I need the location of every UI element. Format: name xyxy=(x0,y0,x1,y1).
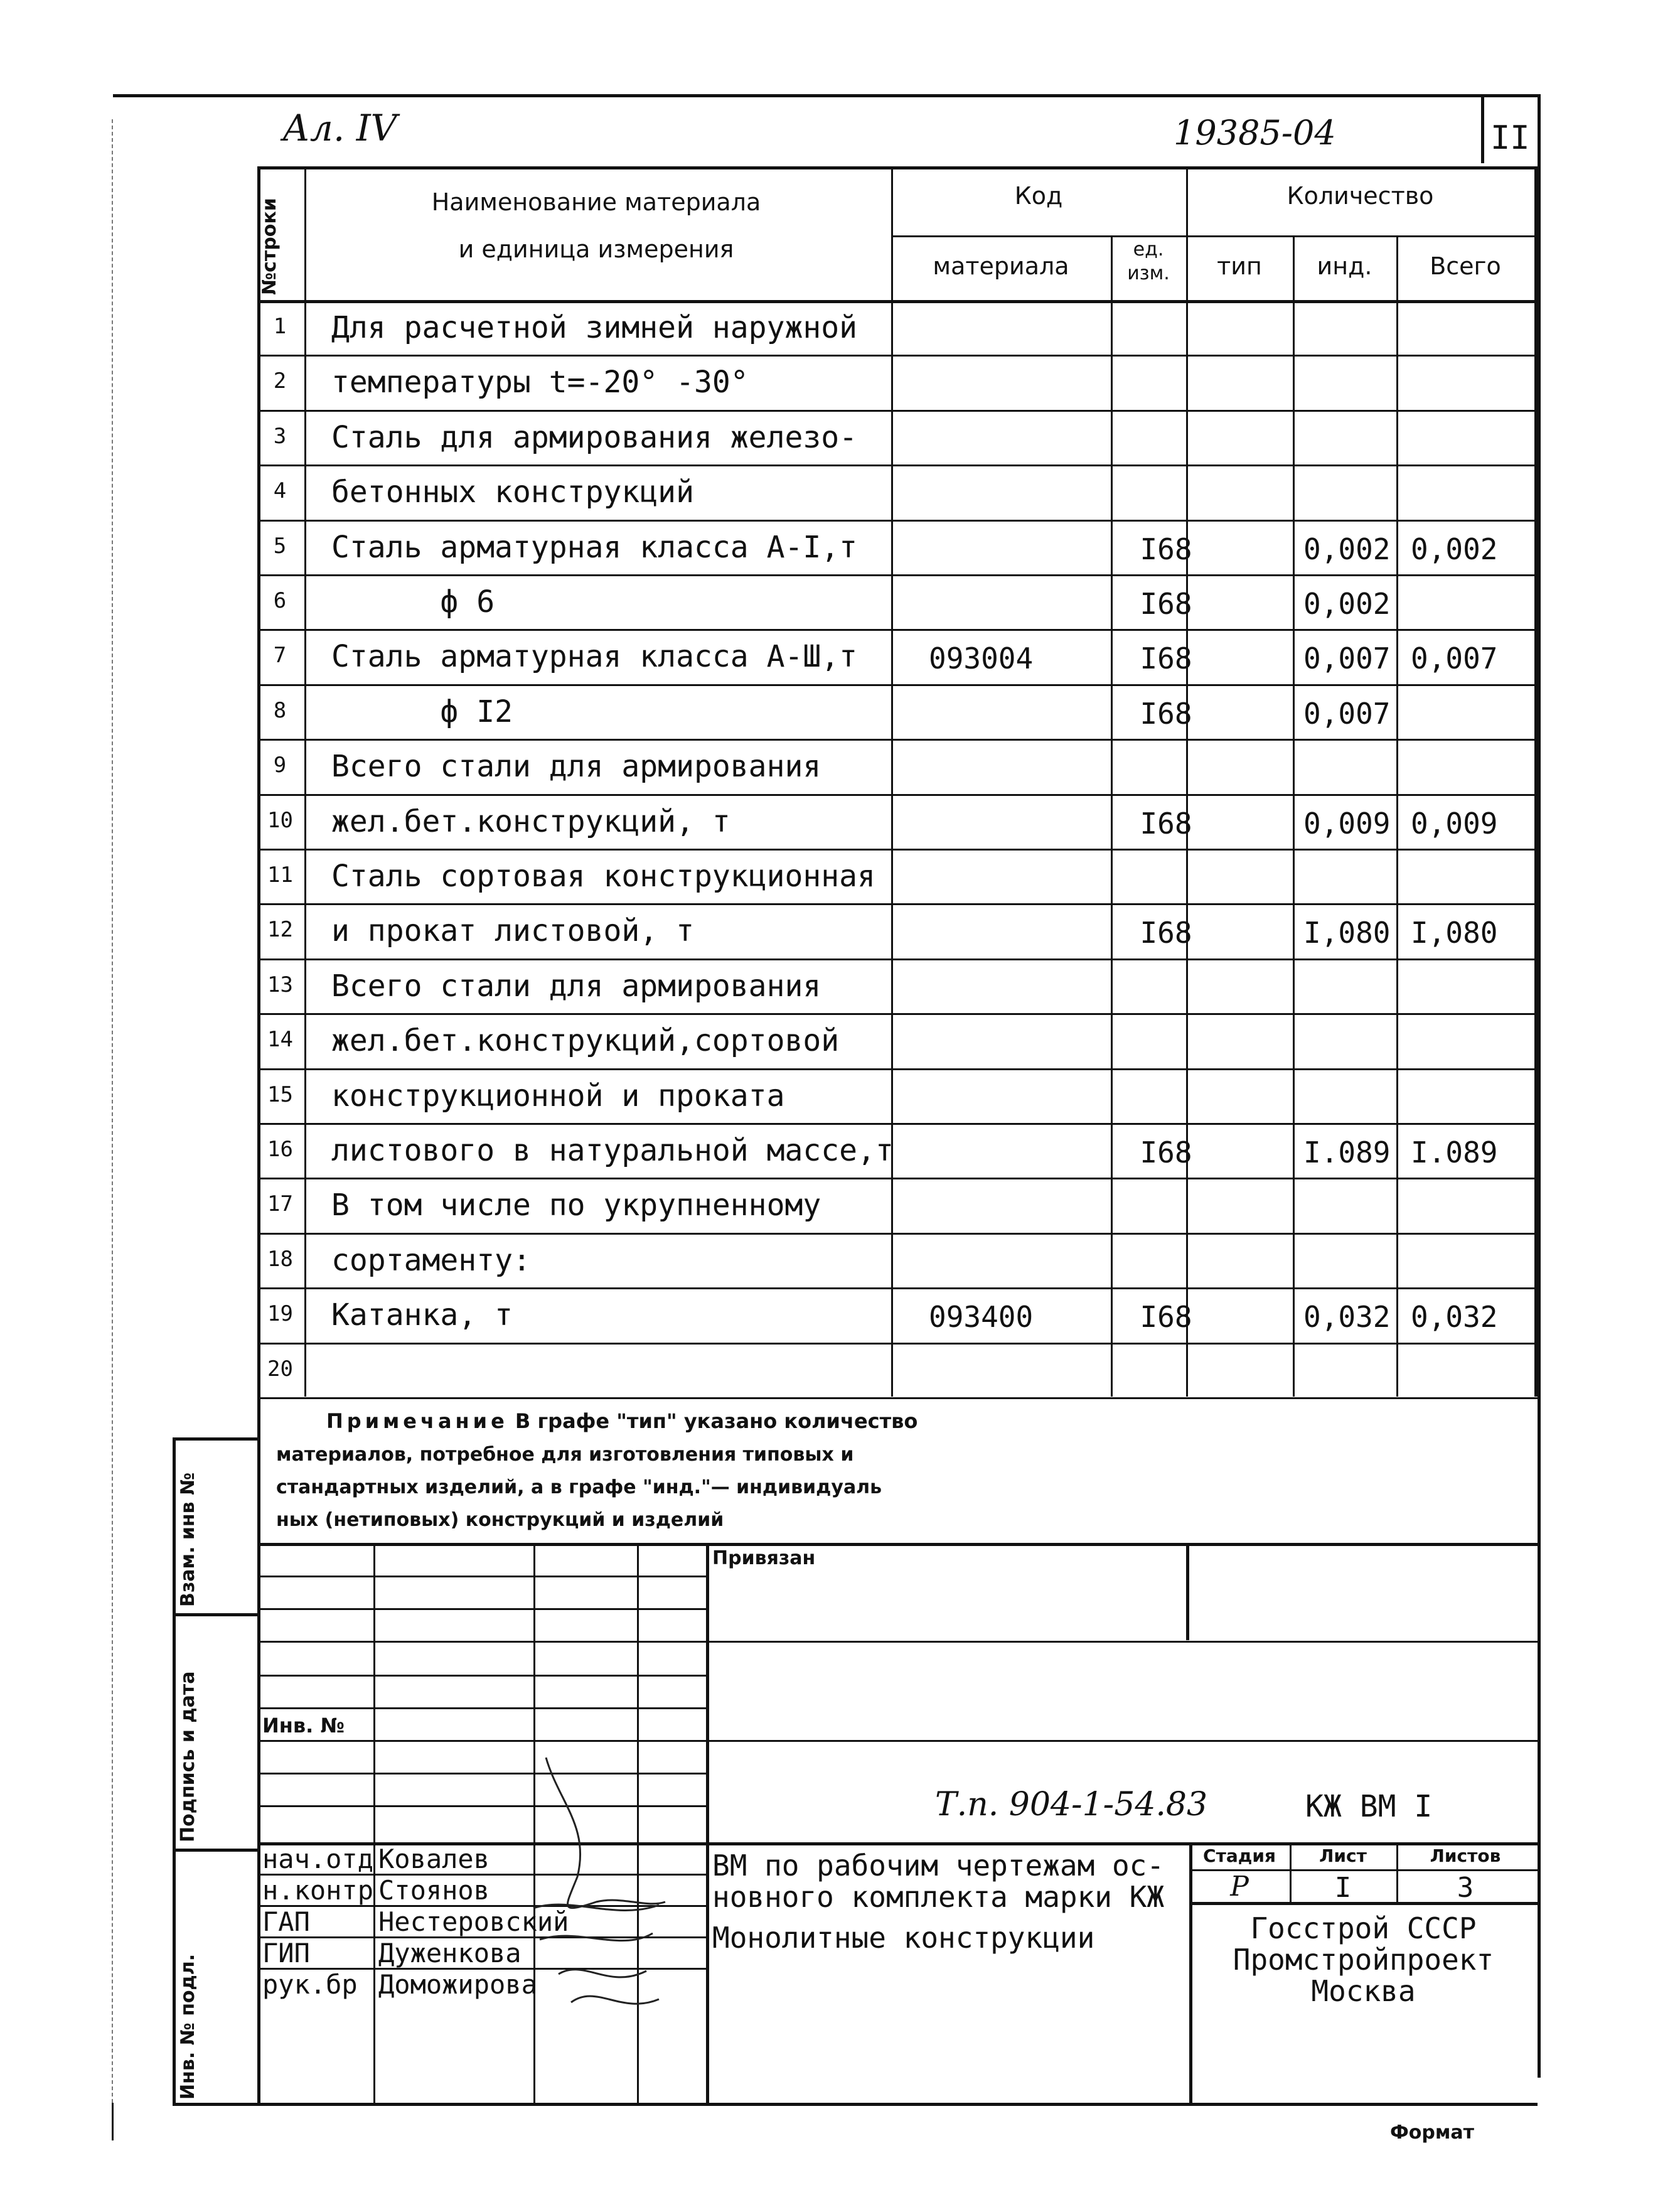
qty-total: 0,002 xyxy=(1411,532,1498,566)
table-row xyxy=(257,739,1538,793)
qty-individual: 0,007 xyxy=(1303,642,1391,676)
code-unit-header-2: изм. xyxy=(1127,262,1170,284)
note-label: Примечание xyxy=(326,1409,508,1433)
unit-code: I68 xyxy=(1140,806,1192,840)
row-number: 17 xyxy=(267,1191,293,1217)
signer-name: Стоянов xyxy=(378,1875,490,1906)
table-row xyxy=(257,958,1538,1013)
unit-code: I68 xyxy=(1140,1300,1192,1334)
vzam-inv-label: Взам. инв № xyxy=(177,1472,199,1607)
note-line3: стандартных изделий, а в графе "инд."— индивидуаль xyxy=(276,1476,882,1498)
doc-designation: Т.п. 904-1-54.83 xyxy=(935,1786,1208,1823)
material-name: Катанка, т xyxy=(331,1297,513,1333)
frame-top-line xyxy=(113,94,1538,97)
qty-total: I.089 xyxy=(1411,1136,1498,1169)
unit-code: I68 xyxy=(1140,642,1192,676)
row-number: 2 xyxy=(273,368,287,394)
org-line2: Промстройпроект xyxy=(1233,1943,1494,1977)
frame-page-box-line xyxy=(1481,94,1484,163)
code-header: Код xyxy=(1014,182,1063,210)
org-line3: Москва xyxy=(1311,1974,1416,2008)
name-header-line2: и единица измерения xyxy=(458,235,734,263)
unit-code: I68 xyxy=(1140,532,1192,566)
material-name: Всего стали для армирования xyxy=(331,749,821,785)
note-line4: ных (нетиповых) конструкций и изделий xyxy=(276,1509,724,1531)
stamp-row-1 xyxy=(257,1576,706,1577)
table-row xyxy=(257,849,1538,903)
podpis-data-label: Подпись и дата xyxy=(177,1671,199,1842)
inv-podl-label: Инв. № подл. xyxy=(177,1953,199,2100)
table-row xyxy=(257,1178,1538,1232)
material-name: жел.бет.конструкций,сортовой xyxy=(331,1023,840,1059)
qty-individual: 0,002 xyxy=(1303,587,1391,621)
signer-name: Ковалев xyxy=(378,1844,490,1874)
row-number: 6 xyxy=(273,588,287,613)
table-row xyxy=(257,1013,1538,1068)
qty-ind-header: инд. xyxy=(1317,252,1372,280)
unit-code: I68 xyxy=(1140,587,1192,621)
material-name: Сталь арматурная класса А-I,т xyxy=(331,529,858,565)
unit-code: I68 xyxy=(1140,1136,1192,1169)
row-number: 12 xyxy=(267,917,293,943)
table-row xyxy=(257,1233,1538,1287)
signer-role: н.контр xyxy=(262,1875,374,1906)
format-label: Формат xyxy=(1390,2122,1474,2144)
row-number: 10 xyxy=(267,807,293,833)
qty-total: I,080 xyxy=(1411,916,1498,950)
row-number: 8 xyxy=(273,697,287,723)
inv-no-label: Инв. № xyxy=(262,1714,345,1737)
row-number-header: №строки xyxy=(259,198,281,295)
stamp-col-4 xyxy=(706,1543,709,2103)
object-name: Монолитные конструкции xyxy=(712,1921,1095,1955)
table-top-border xyxy=(257,166,1538,169)
header-split-line xyxy=(891,235,1538,237)
material-name: бетонных конструкций xyxy=(331,475,694,510)
material-name: температуры t=-20° -30° xyxy=(331,365,749,400)
table-row xyxy=(257,1068,1538,1123)
note-text-1: В графе "тип" указано количество xyxy=(515,1409,918,1433)
note-line2: материалов, потребное для изготовления типовых и xyxy=(276,1444,854,1466)
row-number: 14 xyxy=(267,1027,293,1053)
signer-name: Дуженкова xyxy=(378,1938,522,1968)
side-split-1 xyxy=(173,1613,257,1616)
row-number: 3 xyxy=(273,423,287,449)
qty-header: Количество xyxy=(1287,182,1434,210)
stamp-row-2 xyxy=(257,1608,706,1610)
row-number: 13 xyxy=(267,972,293,997)
material-code: 093400 xyxy=(929,1300,1034,1334)
signer-name: Нестеровский xyxy=(378,1906,569,1937)
row-number: 7 xyxy=(273,643,287,668)
signer-role: рук.бр xyxy=(262,1969,358,2000)
stamp-bottom-line xyxy=(173,2103,1538,2106)
table-row xyxy=(257,464,1538,519)
row-number: 9 xyxy=(273,753,287,778)
signer-role: нач.отд xyxy=(262,1844,374,1874)
material-name: Сталь арматурная класса А-Ш,т xyxy=(331,639,858,675)
table-row xyxy=(257,684,1538,739)
table-row xyxy=(257,1123,1538,1178)
row-number: 5 xyxy=(273,533,287,559)
material-name: жел.бет.конструкций, т xyxy=(331,803,730,839)
material-name: конструкционной и проката xyxy=(331,1078,785,1114)
table-row xyxy=(257,1343,1538,1397)
unit-code: I68 xyxy=(1140,916,1192,950)
row-separator xyxy=(257,1397,1538,1399)
code-material-header: материала xyxy=(933,252,1069,280)
org-line1: Госстрой СССР xyxy=(1250,1911,1477,1945)
title-line1: ВМ по рабочим чертежам ос- xyxy=(712,1849,1165,1882)
sheet-value: I xyxy=(1334,1872,1352,1904)
material-name: Сталь сортовая конструкционная xyxy=(331,859,875,894)
binding-margin-line xyxy=(112,119,113,2103)
sheets-label: Листов xyxy=(1430,1845,1501,1866)
side-top-line xyxy=(173,1437,257,1441)
row-number: 19 xyxy=(267,1301,293,1327)
qty-individual: 0,007 xyxy=(1303,696,1391,731)
row-number: 1 xyxy=(273,314,287,339)
table-row xyxy=(257,574,1538,629)
signature-scribbles xyxy=(521,1751,684,2034)
privyazan-label: Привязан xyxy=(712,1547,816,1569)
qty-individual: I.089 xyxy=(1303,1136,1391,1169)
stamp-privyazan-split xyxy=(1186,1543,1189,1640)
table-row xyxy=(257,410,1538,464)
material-name: В том числе по укрупненному xyxy=(331,1188,821,1223)
signer-role: ГАП xyxy=(262,1906,310,1937)
doc-mark: КЖ ВМ I xyxy=(1305,1789,1433,1824)
doc-code: 19385-04 xyxy=(1174,113,1336,153)
row-number: 11 xyxy=(267,862,293,888)
material-name: Всего стали для армирования xyxy=(331,968,821,1004)
sheets-value: 3 xyxy=(1457,1872,1474,1904)
stamp-left-border xyxy=(257,1397,260,2103)
qty-type-header: тип xyxy=(1217,252,1262,280)
stage-label: Стадия xyxy=(1203,1845,1276,1866)
stamp-row-6 xyxy=(257,1740,1538,1742)
qty-individual: I,080 xyxy=(1303,916,1391,950)
material-code: 093004 xyxy=(929,642,1034,676)
unit-code: I68 xyxy=(1140,696,1192,731)
material-name: сортаменту: xyxy=(331,1242,531,1278)
left-binding-edge xyxy=(112,2103,114,2140)
qty-total: 0,009 xyxy=(1411,806,1498,840)
table-row xyxy=(257,794,1538,849)
side-split-2 xyxy=(173,1849,257,1852)
stamp-col-1 xyxy=(373,1543,375,2103)
qty-total: 0,032 xyxy=(1411,1300,1498,1334)
material-name: ф I2 xyxy=(331,694,513,729)
table-row xyxy=(257,355,1538,409)
title-line2: новного комплекта марки КЖ xyxy=(712,1880,1165,1914)
name-header-line1: Наименование материала xyxy=(431,188,761,216)
page-number: II xyxy=(1490,119,1530,157)
table-row xyxy=(257,1287,1538,1342)
stamp-top-line xyxy=(257,1543,1538,1546)
material-name: листового в натуральной массе,т xyxy=(331,1133,894,1168)
stamp-row-5 xyxy=(257,1707,706,1709)
row-number: 20 xyxy=(267,1356,293,1382)
table-row xyxy=(257,300,1538,355)
signer-role: ГИП xyxy=(262,1938,310,1968)
qty-individual: 0,032 xyxy=(1303,1300,1391,1334)
sheet-ref: Ал. IV xyxy=(282,107,397,149)
qty-total-header: Всего xyxy=(1430,252,1501,280)
table-row xyxy=(257,629,1538,684)
note-line1 xyxy=(326,1409,917,1433)
frame-right-line xyxy=(1538,94,1541,2078)
stage-value: Р xyxy=(1230,1871,1249,1903)
material-name: Для расчетной зимней наружной xyxy=(331,310,858,345)
table-row xyxy=(257,903,1538,958)
material-name: Сталь для армирования железо- xyxy=(331,419,858,455)
row-number: 4 xyxy=(273,478,287,504)
row-number: 15 xyxy=(267,1082,293,1107)
stamp-row-4 xyxy=(257,1675,706,1677)
row-number: 16 xyxy=(267,1137,293,1162)
stamp-side-border xyxy=(173,1437,176,2103)
qty-individual: 0,002 xyxy=(1303,532,1391,566)
code-unit-header-1: ед. xyxy=(1133,239,1164,260)
signer-name: Доможирова xyxy=(378,1969,537,2000)
material-name: ф 6 xyxy=(331,584,495,620)
sheet-label: Лист xyxy=(1319,1845,1367,1866)
material-name: и прокат листовой, т xyxy=(331,913,694,949)
row-number: 18 xyxy=(267,1246,293,1272)
table-row xyxy=(257,520,1538,574)
qty-individual: 0,009 xyxy=(1303,806,1391,840)
qty-total: 0,007 xyxy=(1411,642,1498,676)
stamp-row-3 xyxy=(257,1641,1538,1643)
